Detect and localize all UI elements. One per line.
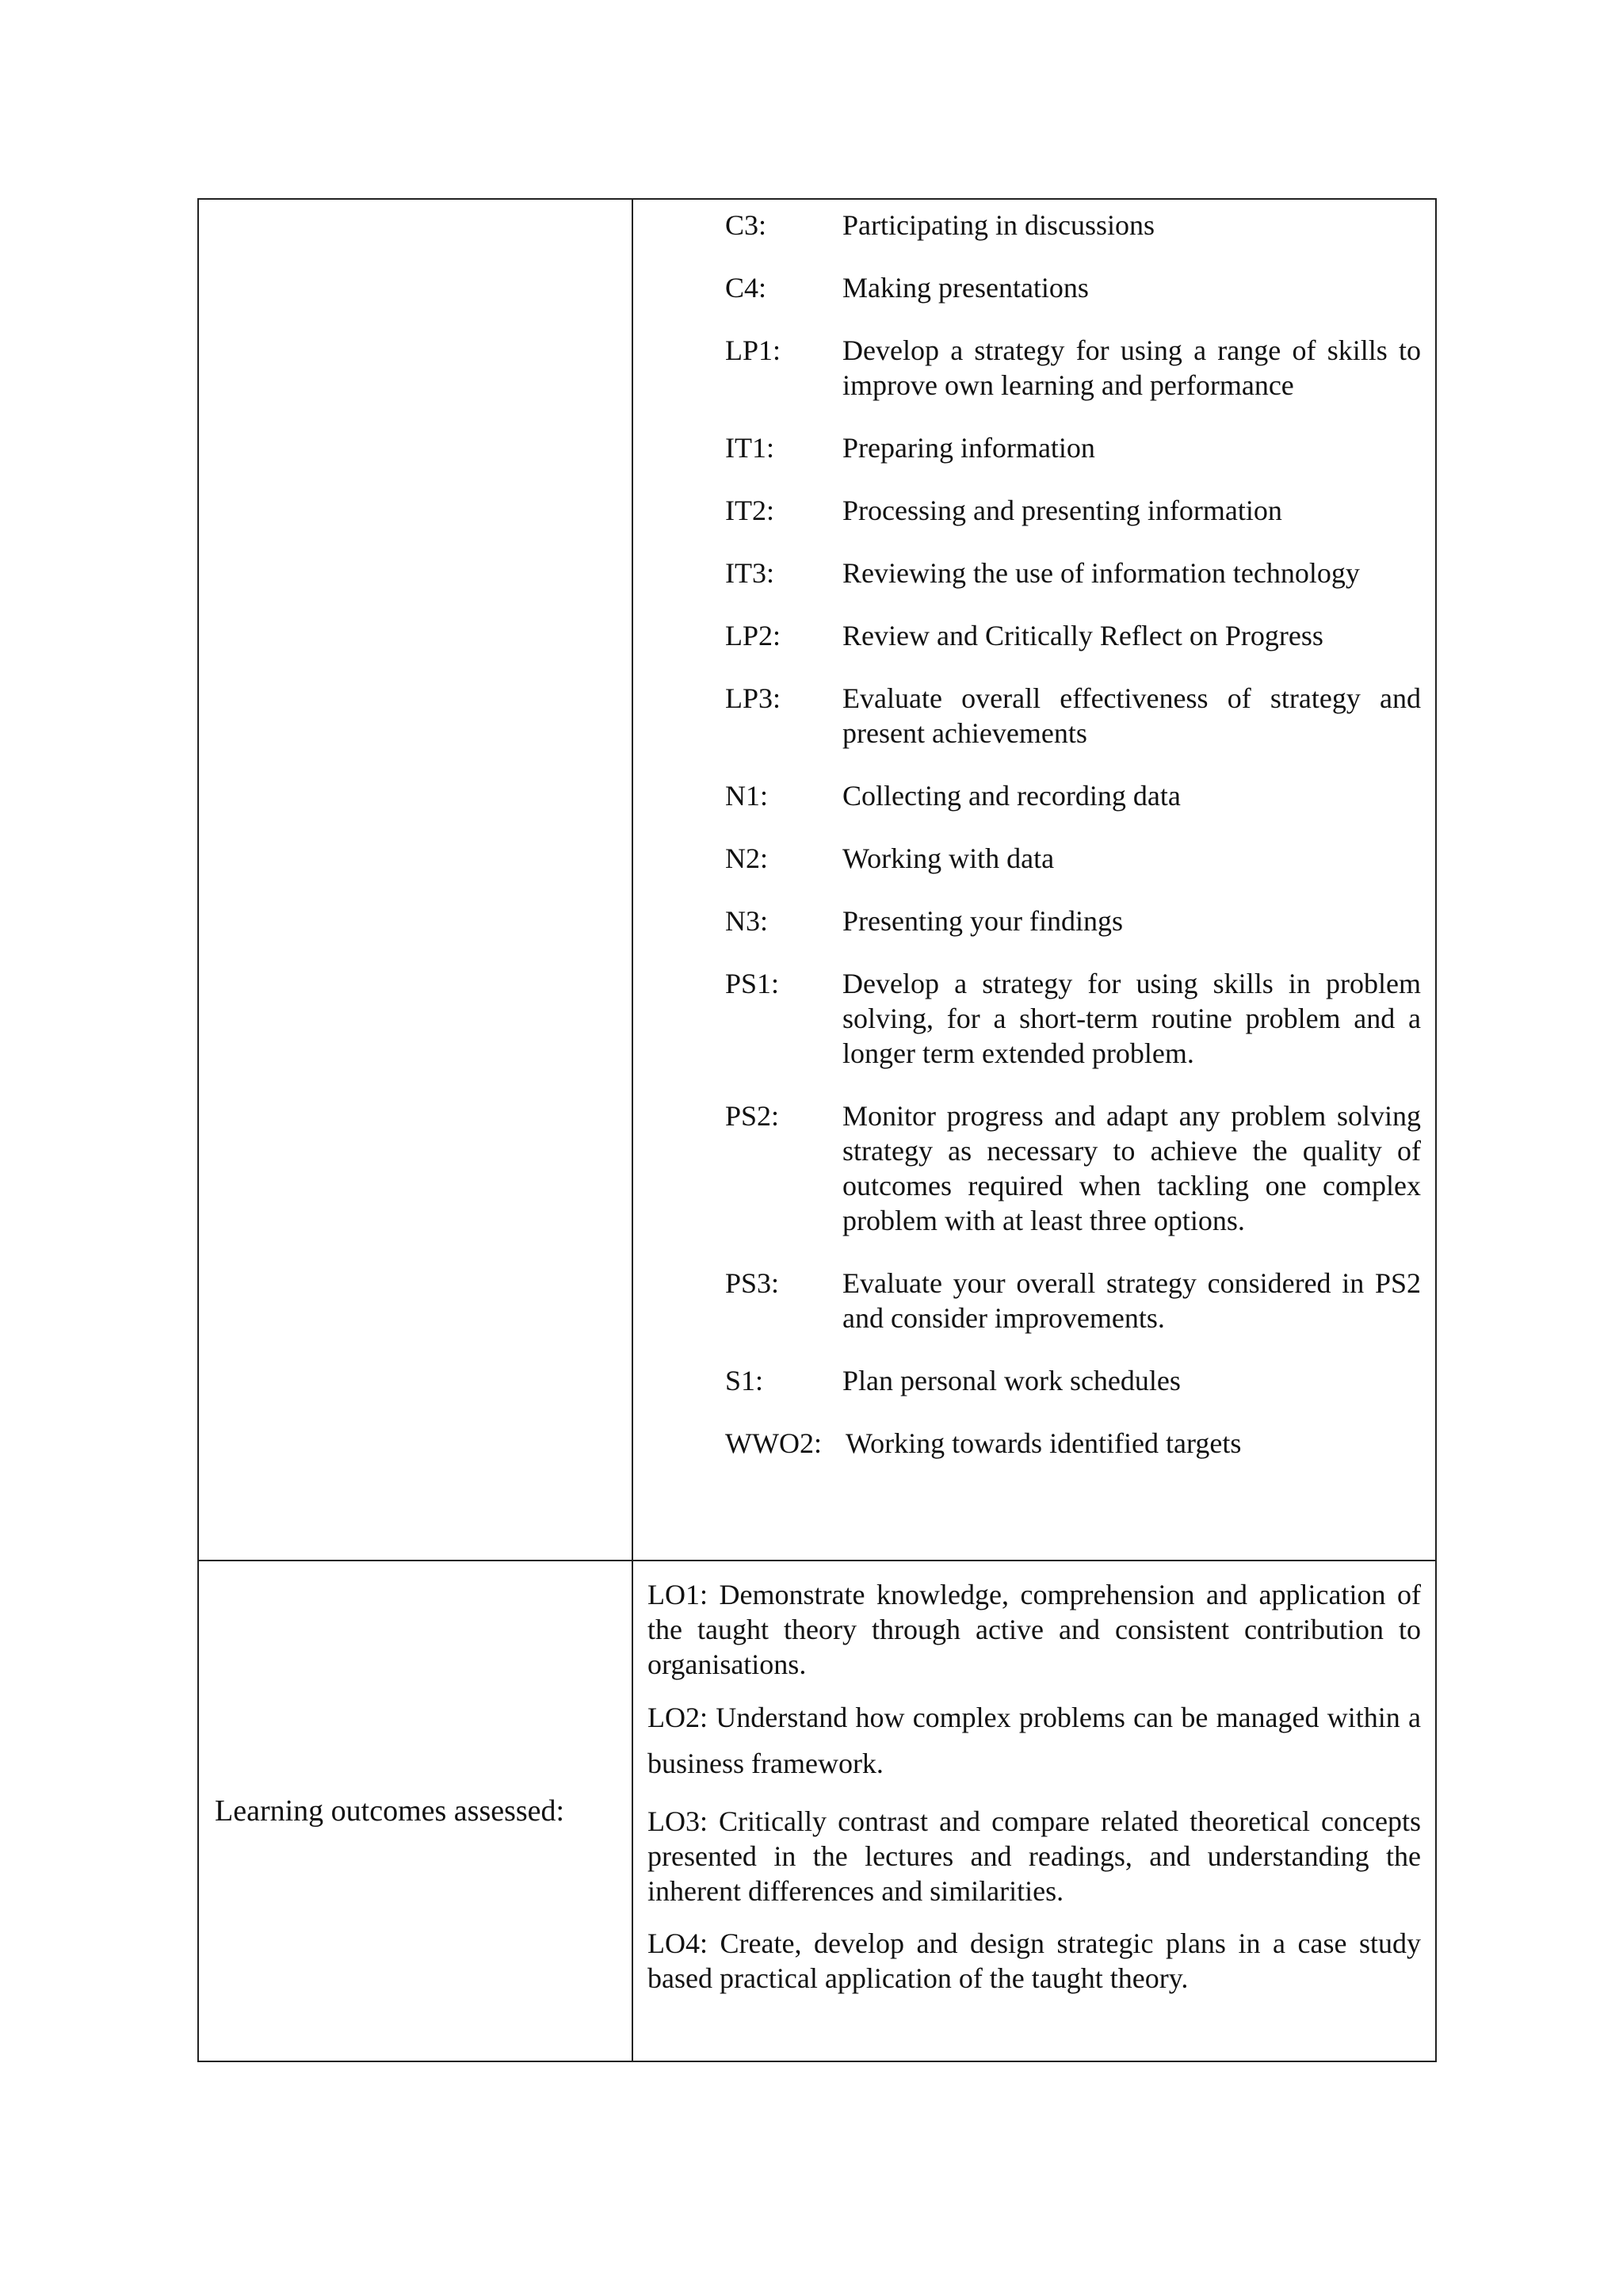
skill-description: Collecting and recording data [842,780,1181,812]
skills-list [633,200,1435,1461]
skill-description: Working with data [842,842,1055,874]
skill-description: Presenting your findings [842,905,1123,937]
skill-code: IT2: [725,495,774,526]
skill-description: Processing and presenting information [842,495,1282,526]
skill-item [725,493,1421,528]
skill-item [725,618,1421,653]
skill-item [725,966,1421,1071]
skills-cell [632,199,1436,1561]
learning-outcomes-cell [632,1561,1436,2061]
skill-code: N2: [725,842,768,874]
skill-code: IT3: [725,557,774,589]
skill-description: Reviewing the use of information technology [842,557,1360,589]
skill-code: PS1: [725,968,780,999]
skill-item [725,1266,1421,1335]
skill-code: C3: [725,209,767,241]
learning-outcomes-list [633,1561,1435,1996]
skill-code: PS3: [725,1267,780,1299]
skill-code: N1: [725,780,768,812]
skill-description: Review and Critically Reflect on Progress [842,620,1323,651]
skill-item [725,556,1421,590]
skill-description: Preparing information [842,432,1095,464]
skill-item [725,778,1421,813]
skill-item [725,430,1421,465]
skill-description: Working towards identified targets [846,1427,1242,1459]
learning-outcome: LO3: Critically contrast and compare related theoretical concepts presented in the lectures and readings, and understanding the inherent differences and similarities. [647,1805,1421,1907]
skill-code: S1: [725,1365,764,1396]
skill-code: IT1: [725,432,774,464]
assessment-table [197,198,1437,2062]
skill-description: Evaluate your overall strategy considered in PS2 and consider improvements. [842,1267,1421,1334]
skill-code: C4: [725,272,767,304]
skill-item [725,1363,1421,1398]
skill-code: LP2: [725,620,781,651]
skill-description: Participating in discussions [842,209,1155,241]
skill-code: PS2: [725,1100,780,1132]
learning-outcome: LO1: Demonstrate knowledge, comprehension and application of the taught theory through active and consistent contribution to organisations. [647,1579,1421,1680]
skill-item [725,1426,1421,1461]
skill-item [725,681,1421,751]
skill-item [725,208,1421,243]
skill-description: Develop a strategy for using a range of skills to improve own learning and performance [842,334,1421,401]
skill-description: Evaluate overall effectiveness of strategy and present achievements [842,682,1421,749]
skill-code: LP1: [725,334,781,366]
skill-code: LP3: [725,682,781,714]
skill-description: Plan personal work schedules [842,1365,1181,1396]
skills-label-cell [198,199,632,1561]
skill-code: WWO2: [725,1427,822,1459]
skill-item [725,904,1421,938]
learning-outcomes-label: Learning outcomes assessed: [198,1561,632,2061]
skill-description: Monitor progress and adapt any problem solving strategy as necessary to achieve the quality of outcomes required when tackling one complex problem with at least three options. [842,1100,1421,1236]
learning-outcome: LO2: Understand how complex problems can be managed within a business framework. [647,1702,1421,1779]
skill-item [725,333,1421,403]
skill-description: Develop a strategy for using skills in problem solving, for a short-term routine problem and a longer term extended problem. [842,968,1421,1069]
skill-description: Making presentations [842,272,1089,304]
skill-code: N3: [725,905,768,937]
learning-outcomes-row [198,1561,1436,2061]
skills-row [198,199,1436,1561]
skill-item [725,270,1421,305]
learning-outcome: LO4: Create, develop and design strategic plans in a case study based practical application of the taught theory. [647,1927,1421,1994]
skill-item [725,841,1421,876]
skill-item [725,1098,1421,1238]
